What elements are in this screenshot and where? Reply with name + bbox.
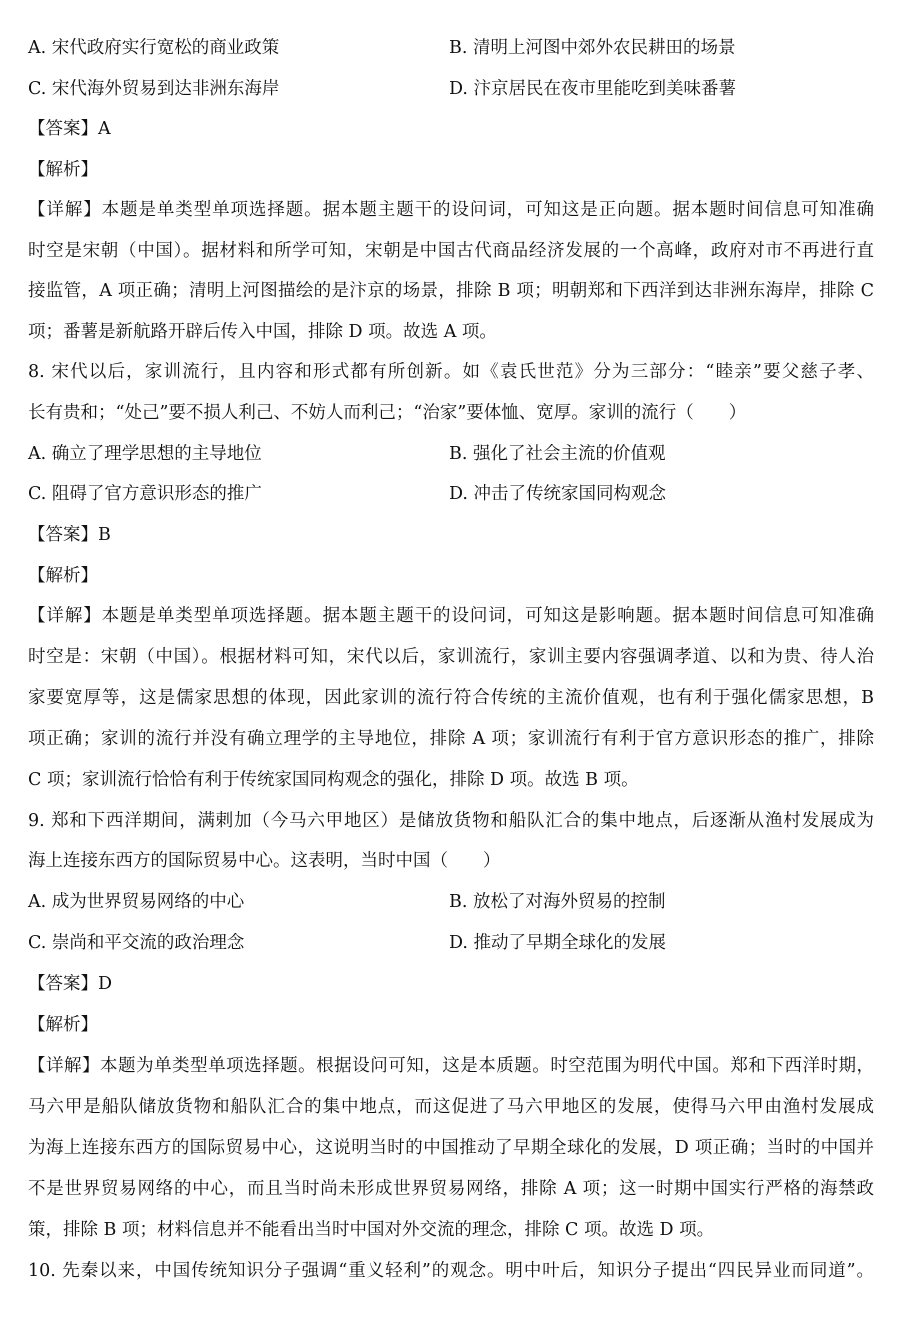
q9-detail-line: 【详解】本题为单类型单项选择题。根据设问可知，这是本质题。时空范围为明代中国。郑和下西洋时期， — [28, 1056, 874, 1076]
q9-detail-line: 马六甲是船队储放货物和船队汇合的集中地点，而这促进了马六甲地区的发展，使得马六甲由渔村发展成 — [28, 1097, 874, 1117]
q8-stem-line: 8. 宋代以后，家训流行，且内容和形式都有所创新。如《袁氏世范》分为三部分：“睦亲”要父慈子孝、 — [28, 362, 874, 382]
q7-option-c: C. 宋代海外贸易到达非洲东海岸 — [28, 79, 280, 99]
q8-stem-line: 长有贵和；“处己”要不损人利己、不妨人而利己；“治家”要体恤、宽厚。家训的流行（ ） — [28, 403, 747, 423]
q7-detail-line: 接监管，A 项正确；清明上河图描绘的是汴京的场景，排除 B 项；明朝郑和下西洋到达非洲东海岸，排除 C — [28, 281, 874, 301]
q7-option-b: B. 清明上河图中郊外农民耕田的场景 — [449, 38, 736, 58]
q9-option-b: B. 放松了对海外贸易的控制 — [449, 892, 666, 912]
q7-answer: 【答案】A — [28, 119, 111, 139]
q7-detail-line: 时空是宋朝（中国）。据材料和所学可知，宋朝是中国古代商品经济发展的一个高峰，政府对市不再进行直 — [28, 241, 874, 261]
q7-option-a: A. 宋代政府实行宽松的商业政策 — [28, 38, 280, 58]
q9-option-c: C. 崇尚和平交流的政治理念 — [28, 933, 245, 953]
q7-detail-line: 项；番薯是新航路开辟后传入中国，排除 D 项。故选 A 项。 — [28, 322, 497, 342]
q8-detail-line: 家要宽厚等，这是儒家思想的体现，因此家训的流行符合传统的主流价值观，也有利于强化儒家思想，B — [28, 688, 874, 708]
q9-stem-line: 海上连接东西方的国际贸易中心。这表明，当时中国（ ） — [28, 851, 501, 871]
q8-option-b: B. 强化了社会主流的价值观 — [449, 444, 666, 464]
q9-stem-line: 9. 郑和下西洋期间，满剌加（今马六甲地区）是储放货物和船队汇合的集中地点，后逐渐从渔村发展成为 — [28, 811, 874, 831]
q9-option-a: A. 成为世界贸易网络的中心 — [28, 892, 245, 912]
q8-detail-line: 【详解】本题是单类型单项选择题。据本题主题干的设问词，可知这是影响题。据本题时间信息可知准确 — [28, 606, 874, 626]
q8-analysis-heading: 【解析】 — [28, 566, 98, 586]
q10-stem-line: 10. 先秦以来，中国传统知识分子强调“重义轻利”的观念。明中叶后，知识分子提出“四民异业而同道”。 — [28, 1261, 874, 1281]
q7-detail-line: 【详解】本题是单类型单项选择题。据本题主题干的设问词，可知这是正向题。据本题时间信息可知准确 — [28, 200, 874, 220]
q7-option-d: D. 汴京居民在夜市里能吃到美味番薯 — [449, 79, 737, 99]
q9-detail-line: 为海上连接东西方的国际贸易中心，这说明当时的中国推动了早期全球化的发展，D 项正确；当时的中国并 — [28, 1138, 874, 1158]
q9-option-d: D. 推动了早期全球化的发展 — [449, 933, 667, 953]
q8-answer: 【答案】B — [28, 525, 111, 545]
q9-detail-line: 不是世界贸易网络的中心，而且当时尚未形成世界贸易网络，排除 A 项；这一时期中国实行严格的海禁政 — [28, 1179, 874, 1199]
q8-option-d: D. 冲击了传统家国同构观念 — [449, 484, 667, 504]
q8-detail-line: C 项；家训流行恰恰有利于传统家国同构观念的强化，排除 D 项。故选 B 项。 — [28, 770, 639, 790]
q9-detail-line: 策，排除 B 项；材料信息并不能看出当时中国对外交流的理念，排除 C 项。故选 D 项。 — [28, 1220, 715, 1240]
q9-answer: 【答案】D — [28, 974, 113, 994]
q8-option-c: C. 阻碍了官方意识形态的推广 — [28, 484, 262, 504]
q8-detail-line: 项正确；家训的流行并没有确立理学的主导地位，排除 A 项；家训流行有利于官方意识形态的推广，排除 — [28, 729, 874, 749]
q7-analysis-heading: 【解析】 — [28, 160, 98, 180]
q9-analysis-heading: 【解析】 — [28, 1015, 98, 1035]
q8-detail-line: 时空是：宋朝（中国）。根据材料可知，宋代以后，家训流行，家训主要内容强调孝道、以和为贵、待人治 — [28, 647, 874, 667]
q8-option-a: A. 确立了理学思想的主导地位 — [28, 444, 262, 464]
